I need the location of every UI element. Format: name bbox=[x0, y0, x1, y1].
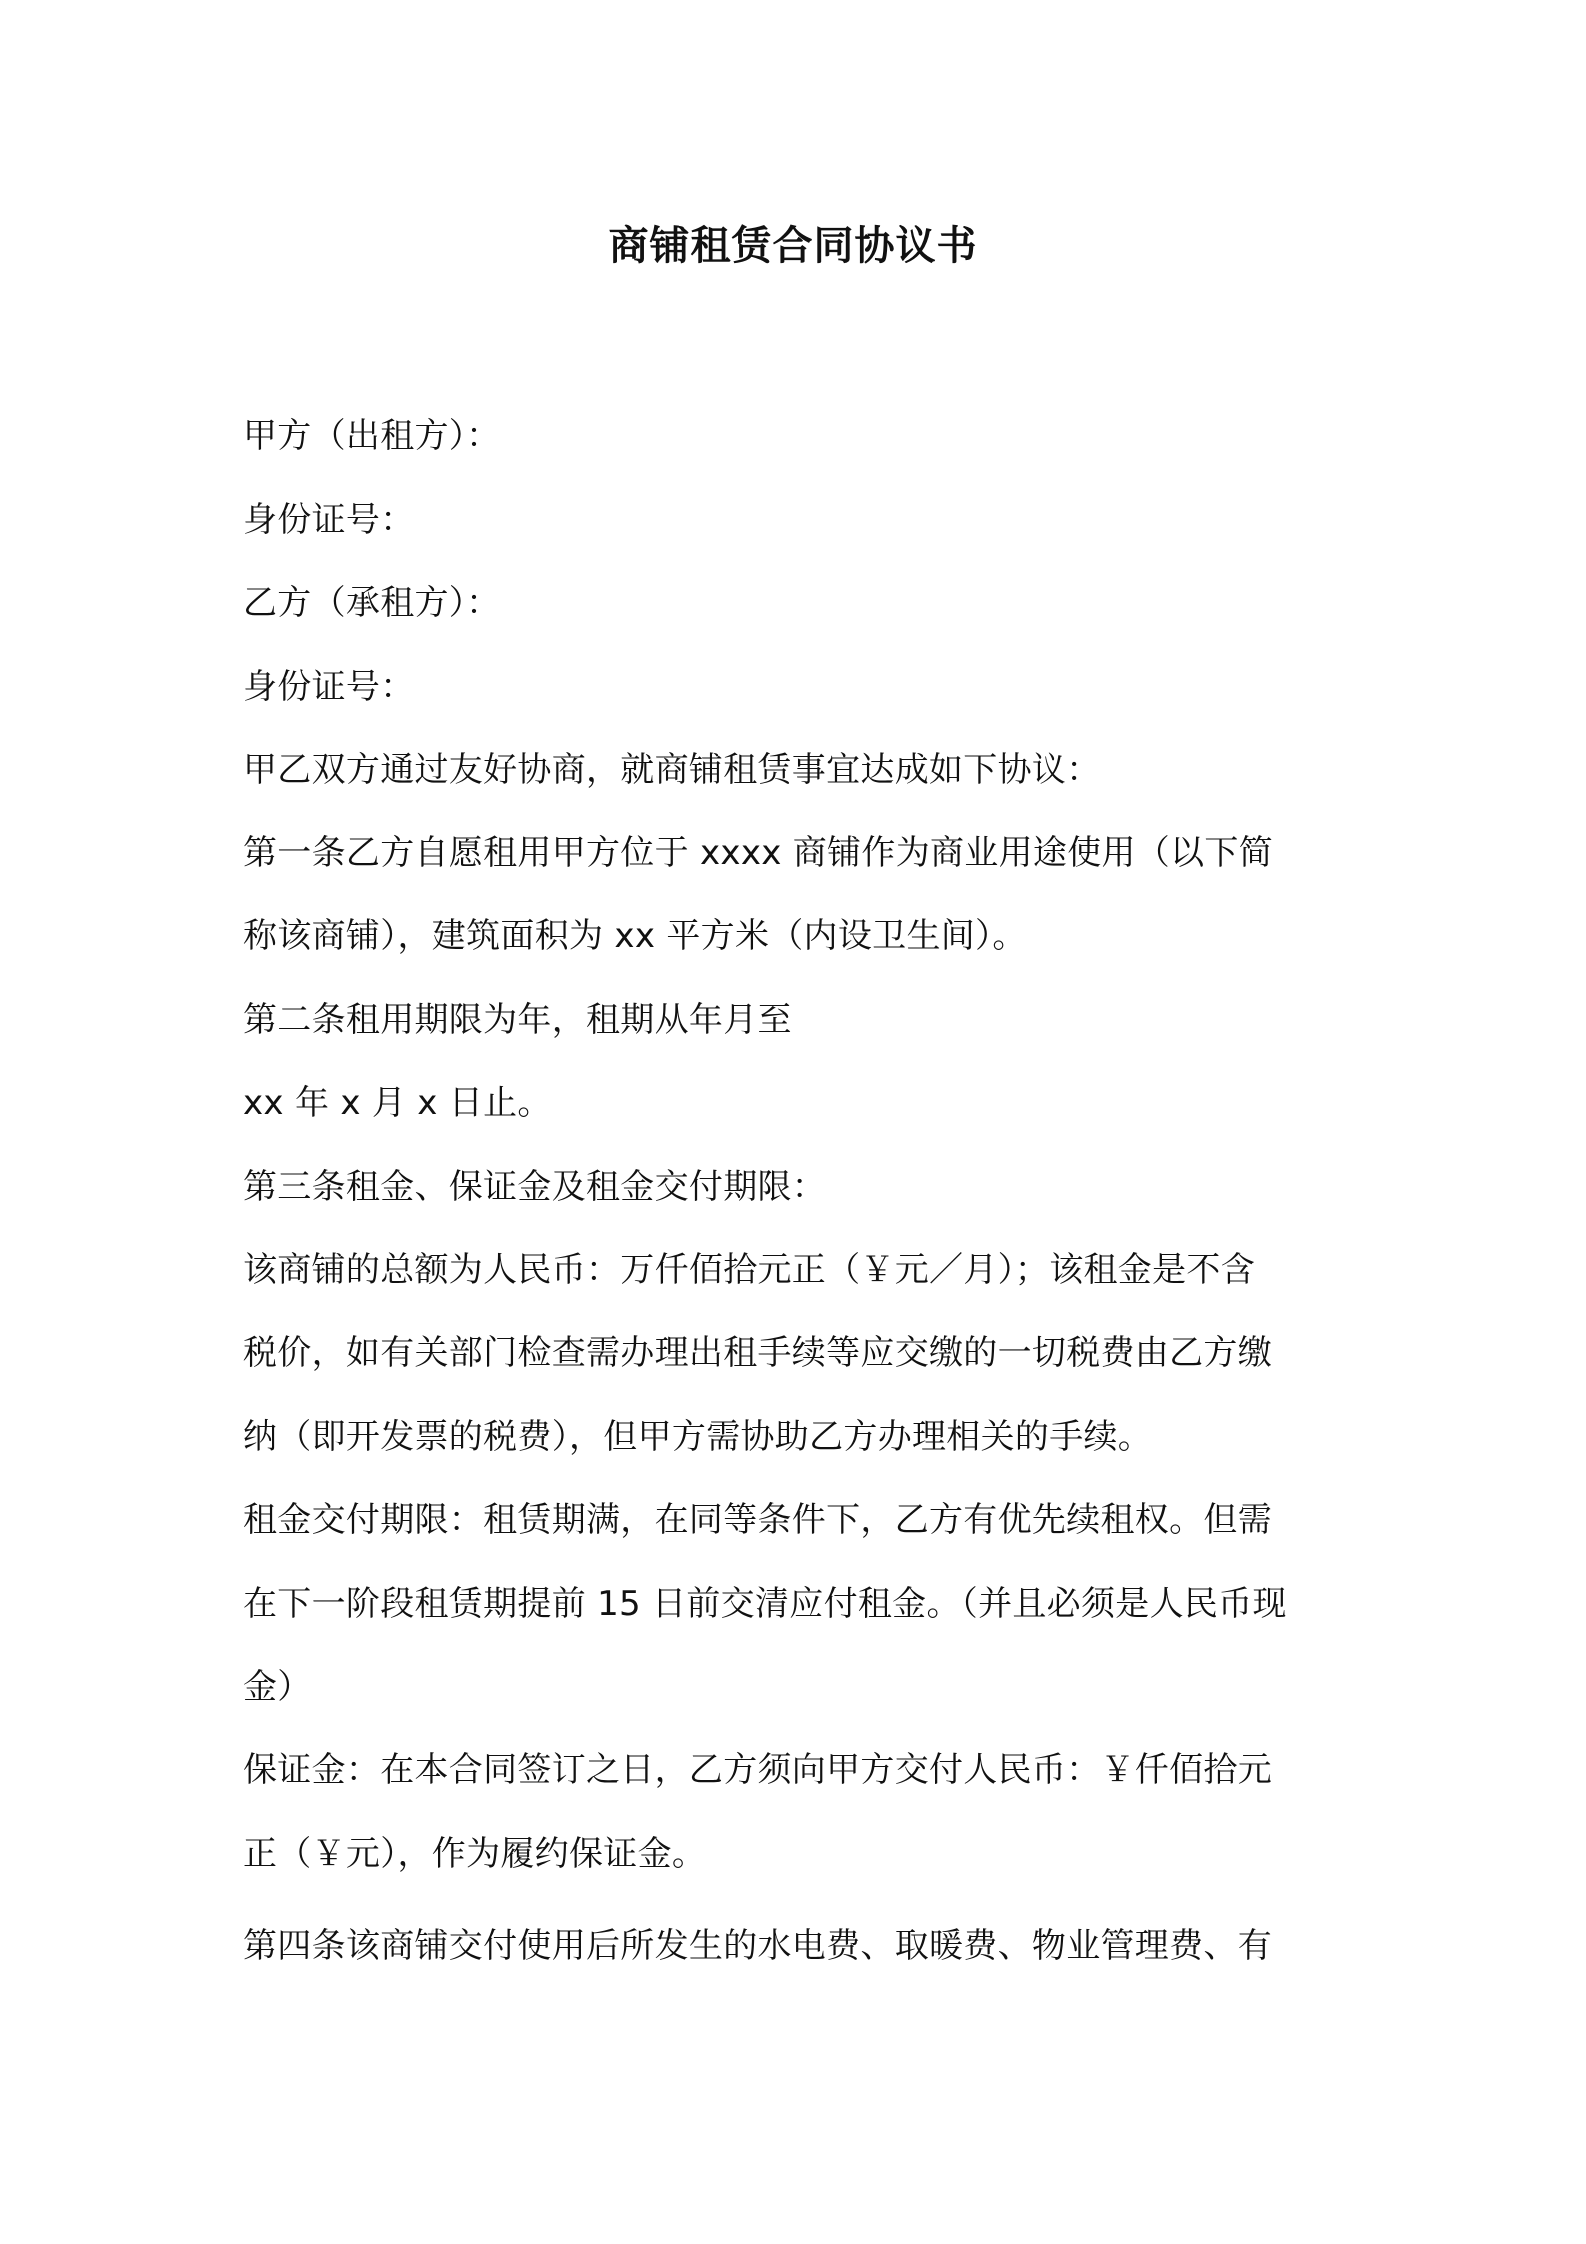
article-2-line-1: 第二条租用期限为年，租期从年月至 bbox=[243, 1000, 792, 1040]
rent-amount-line-2: 税价，如有关部门检查需办理出租手续等应交缴的一切税费由乙方缴 bbox=[243, 1333, 1272, 1373]
article-2-line-2: xx 年 x 月 x 日止。 bbox=[243, 1083, 552, 1123]
deposit-line-1: 保证金：在本合同签订之日，乙方须向甲方交付人民币：￥仟佰拾元 bbox=[243, 1750, 1272, 1790]
preamble: 甲乙双方通过友好协商，就商铺租赁事宜达成如下协议： bbox=[243, 750, 1101, 790]
article-3-heading: 第三条租金、保证金及租金交付期限： bbox=[243, 1167, 827, 1207]
rent-payment-line-3: 金） bbox=[243, 1667, 312, 1707]
article-4-line-1: 第四条该商铺交付使用后所发生的水电费、取暖费、物业管理费、有 bbox=[243, 1926, 1272, 1966]
rent-amount-line-3: 纳（即开发票的税费），但甲方需协助乙方办理相关的手续。 bbox=[243, 1417, 1153, 1457]
deposit-line-2: 正（￥元），作为履约保证金。 bbox=[243, 1834, 707, 1874]
party-b-id-number: 身份证号： bbox=[243, 667, 415, 707]
article-1-line-1: 第一条乙方自愿租用甲方位于 xxxx 商铺作为商业用途使用（以下简 bbox=[243, 833, 1273, 873]
document-title: 商铺租赁合同协议书 bbox=[608, 223, 978, 269]
rent-amount-line-1: 该商铺的总额为人民币：万仟佰拾元正（￥元／月）；该租金是不含 bbox=[243, 1250, 1255, 1290]
party-a-id-number: 身份证号： bbox=[243, 500, 415, 540]
party-b-lessee: 乙方（承租方）： bbox=[243, 583, 501, 623]
rent-payment-line-2: 在下一阶段租赁期提前 15 日前交清应付租金。（并且必须是人民币现 bbox=[243, 1584, 1287, 1624]
party-a-lessor: 甲方（出租方）： bbox=[243, 416, 501, 456]
article-1-line-2: 称该商铺），建筑面积为 xx 平方米（内设卫生间）。 bbox=[243, 916, 1027, 956]
rent-payment-line-1: 租金交付期限：租赁期满，在同等条件下，乙方有优先续租权。但需 bbox=[243, 1500, 1272, 1540]
